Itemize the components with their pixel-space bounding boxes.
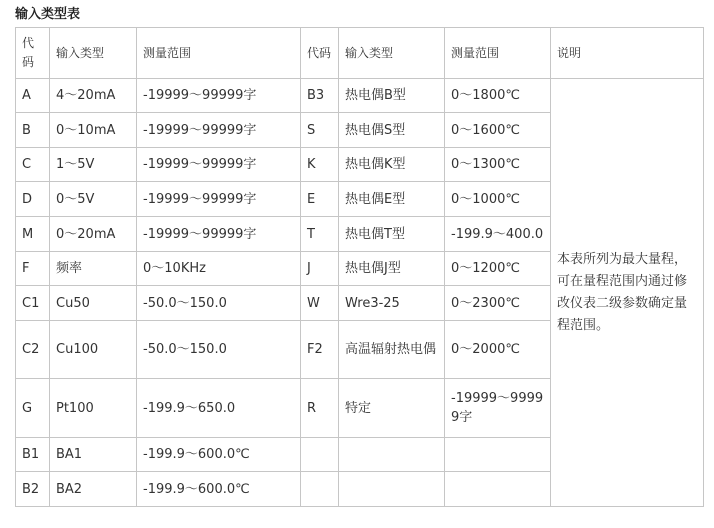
cell-code: B [16, 113, 50, 148]
cell-range-2 [445, 472, 551, 507]
cell-input-type-2: 热电偶S型 [339, 113, 445, 148]
cell-code-2: B3 [301, 79, 339, 113]
cell-range-2: 0～1200℃ [445, 252, 551, 286]
cell-range: -199.9～600.0℃ [137, 438, 301, 472]
cell-input-type: Cu100 [50, 321, 137, 379]
cell-code-2 [301, 472, 339, 507]
cell-range: -50.0～150.0 [137, 321, 301, 379]
page-title: 输入类型表 [15, 7, 81, 22]
cell-code-2: T [301, 217, 339, 252]
note-cell: 本表所列为最大量程，可在量程范围内通过修改仪表二级参数确定量程范围。 [551, 79, 704, 507]
cell-input-type: 0～10mA [50, 113, 137, 148]
cell-range: 0～10KHz [137, 252, 301, 286]
cell-range-2: 0～1800℃ [445, 79, 551, 113]
cell-range: -50.0～150.0 [137, 286, 301, 321]
cell-range-2 [445, 438, 551, 472]
cell-range: -19999～99999字 [137, 113, 301, 148]
header-code-2: 代码 [301, 28, 339, 79]
cell-code-2: W [301, 286, 339, 321]
cell-range-2: 0～1000℃ [445, 182, 551, 217]
header-input-type: 输入类型 [50, 28, 137, 79]
cell-input-type: BA2 [50, 472, 137, 507]
cell-input-type-2: 热电偶E型 [339, 182, 445, 217]
cell-input-type-2: 高温辐射热电偶 [339, 321, 445, 379]
cell-code-2: S [301, 113, 339, 148]
input-type-table [15, 27, 704, 507]
cell-input-type: Cu50 [50, 286, 137, 321]
cell-code: C1 [16, 286, 50, 321]
cell-code-2: K [301, 148, 339, 182]
cell-range-2: 0～2300℃ [445, 286, 551, 321]
cell-input-type-2 [339, 438, 445, 472]
cell-input-type-2: 热电偶J型 [339, 252, 445, 286]
cell-code-2: E [301, 182, 339, 217]
cell-code: G [16, 379, 50, 438]
header-range: 测量范围 [137, 28, 301, 79]
cell-range-2: -199.9～400.0 [445, 217, 551, 252]
cell-range: -19999～99999字 [137, 217, 301, 252]
cell-range: -19999～99999字 [137, 182, 301, 217]
cell-input-type: Pt100 [50, 379, 137, 438]
cell-code-2 [301, 438, 339, 472]
cell-code: F [16, 252, 50, 286]
cell-code: B2 [16, 472, 50, 507]
header-input-type-2: 输入类型 [339, 28, 445, 79]
cell-input-type-2: 热电偶B型 [339, 79, 445, 113]
cell-range-2: 0～1300℃ [445, 148, 551, 182]
cell-input-type: 4～20mA [50, 79, 137, 113]
cell-code-2: J [301, 252, 339, 286]
cell-code: A [16, 79, 50, 113]
cell-range: -19999～99999字 [137, 148, 301, 182]
header-code: 代码 [16, 28, 50, 79]
cell-input-type-2: 特定 [339, 379, 445, 438]
cell-code-2: F2 [301, 321, 339, 379]
cell-input-type-2: Wre3-25 [339, 286, 445, 321]
header-range-2: 测量范围 [445, 28, 551, 79]
cell-range-2: 0～1600℃ [445, 113, 551, 148]
cell-code: B1 [16, 438, 50, 472]
cell-input-type: 频率 [50, 252, 137, 286]
cell-input-type: 0～5V [50, 182, 137, 217]
cell-input-type: 1～5V [50, 148, 137, 182]
cell-range: -199.9～650.0 [137, 379, 301, 438]
header-note: 说明 [551, 28, 704, 79]
cell-range-2: -19999～99999字 [445, 379, 551, 438]
cell-code: C2 [16, 321, 50, 379]
cell-code: C [16, 148, 50, 182]
cell-range: -199.9～600.0℃ [137, 472, 301, 507]
header-row [16, 28, 704, 79]
cell-input-type-2: 热电偶K型 [339, 148, 445, 182]
cell-input-type-2: 热电偶T型 [339, 217, 445, 252]
cell-code: M [16, 217, 50, 252]
table-row [16, 79, 704, 113]
cell-input-type: 0～20mA [50, 217, 137, 252]
cell-input-type: BA1 [50, 438, 137, 472]
cell-code-2: R [301, 379, 339, 438]
cell-range: -19999～99999字 [137, 79, 301, 113]
cell-input-type-2 [339, 472, 445, 507]
cell-code: D [16, 182, 50, 217]
cell-range-2: 0～2000℃ [445, 321, 551, 379]
